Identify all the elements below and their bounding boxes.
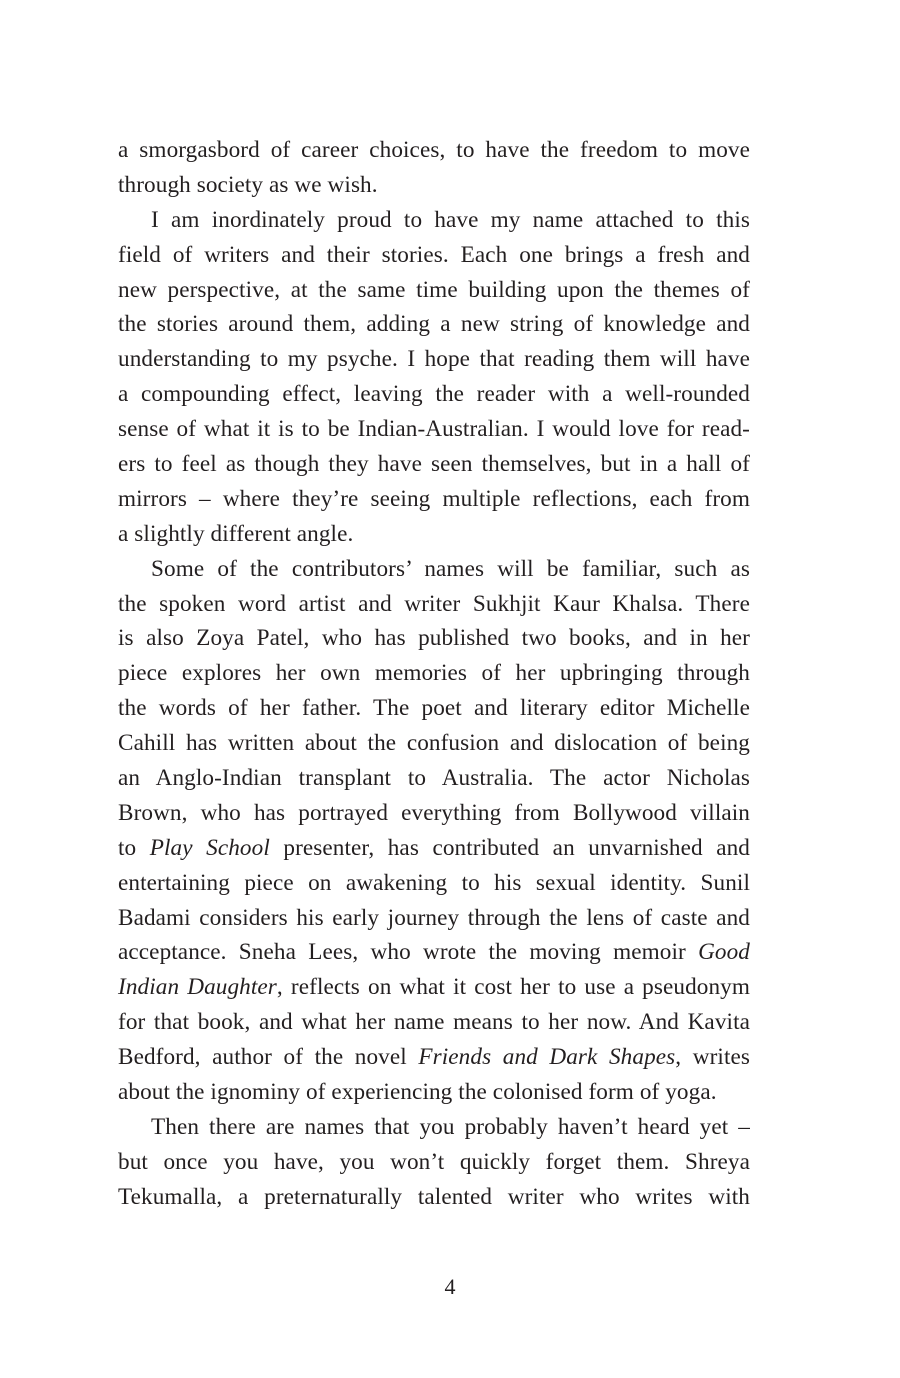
text-line-content: field of writers and their stories. Each one brings a fresh and <box>118 241 750 268</box>
text-line-content: an Anglo-Indian transplant to Australia. The actor Nicholas <box>118 765 750 792</box>
text-line <box>118 1110 750 1145</box>
text-line <box>118 621 750 656</box>
text-line <box>118 831 750 866</box>
text-line-content: is also Zoya Patel, who has published two books, and in her <box>118 625 750 652</box>
text-line-content: Tekumalla, a preternaturally talented writer who writes with <box>118 1183 750 1210</box>
text-line-content: about the ignominy of experiencing the colonised form of yoga. <box>118 1079 717 1106</box>
text-line <box>118 796 750 831</box>
text-line-content: a smorgasbord of career choices, to have the freedom to move <box>118 137 750 163</box>
text-line <box>118 412 750 447</box>
text-line-content: Then there are names that you probably haven’t heard yet – <box>151 1113 750 1140</box>
text-line-content: new perspective, at the same time building upon the themes of <box>118 276 750 303</box>
text-line-content: the stories around them, adding a new string of knowledge and <box>118 311 750 338</box>
italic-title: Indian Daughter <box>118 974 277 1001</box>
text-line <box>118 342 750 377</box>
text-line-content: for that book, and what her name means to her now. And Kavita <box>118 1009 750 1036</box>
text-line <box>118 935 750 970</box>
text-line <box>118 970 750 1005</box>
text-line-content: , reflects on what it cost her to use a pseudonym <box>276 974 750 1001</box>
text-line-content: understanding to my psyche. I hope that reading them will have <box>118 346 750 373</box>
text-line-content: sense of what it is to be Indian-Australian. I would love for read- <box>118 416 750 443</box>
text-line <box>118 866 750 901</box>
text-line <box>118 133 750 168</box>
text-line <box>118 517 750 552</box>
text-line <box>118 273 750 308</box>
text-line-content: Cahill has written about the confusion and dislocation of being <box>118 730 750 757</box>
text-line <box>118 1145 750 1180</box>
text-line-content: entertaining piece on awakening to his sexual identity. Sunil <box>118 869 750 896</box>
text-line <box>118 1040 750 1075</box>
text-line-content: the spoken word artist and writer Sukhjit Kaur Khalsa. There <box>118 590 750 617</box>
page-number: 4 <box>444 1274 456 1299</box>
text-line-content: ers to feel as though they have seen themselves, but in a hall of <box>118 451 750 478</box>
text-line <box>118 1180 750 1215</box>
italic-title: Good <box>698 939 750 966</box>
text-line <box>118 1005 750 1040</box>
text-line-content: piece explores her own memories of her upbringing through <box>118 660 750 687</box>
text-line-content: acceptance. Sneha Lees, who wrote the moving memoir <box>118 939 699 966</box>
text-line-content: I am inordinately proud to have my name attached to this <box>151 206 750 233</box>
text-line <box>118 203 750 238</box>
text-line-content: but once you have, you won’t quickly forget them. Shreya <box>118 1148 750 1175</box>
text-line-content: Bedford, author of the novel <box>118 1044 419 1071</box>
italic-title: Friends and Dark Shapes <box>418 1044 676 1071</box>
text-line <box>118 726 750 761</box>
text-line-content: a compounding effect, leaving the reader with a well-rounded <box>118 381 750 408</box>
text-line <box>118 307 750 342</box>
text-line-content: to <box>118 834 150 861</box>
text-line <box>118 691 750 726</box>
text-line <box>118 168 750 203</box>
text-line-content: Badami considers his early journey through the lens of caste and <box>118 904 750 931</box>
text-line-content: a slightly different angle. <box>118 520 354 547</box>
text-line <box>118 447 750 482</box>
italic-title: Play School <box>149 834 270 861</box>
text-line-content: , writes <box>675 1044 751 1071</box>
text-line-content: Brown, who has portrayed everything from Bollywood villain <box>118 799 750 826</box>
text-line <box>118 377 750 412</box>
text-line <box>118 552 750 587</box>
text-line <box>118 238 750 273</box>
text-line <box>118 901 750 936</box>
text-line-content: Some of the contributors’ names will be familiar, such as <box>151 555 750 582</box>
text-line <box>118 761 750 796</box>
text-line <box>118 1075 750 1110</box>
text-line <box>118 656 750 691</box>
text-line-content: mirrors – where they’re seeing multiple reflections, each from <box>118 485 750 512</box>
text-line-content: presenter, has contributed an unvarnished and <box>269 834 750 861</box>
body-text <box>118 133 750 1215</box>
text-line <box>118 587 750 622</box>
text-line <box>118 482 750 517</box>
text-line-content: the words of her father. The poet and literary editor Michelle <box>118 695 750 722</box>
text-line-content: through society as we wish. <box>118 171 378 198</box>
